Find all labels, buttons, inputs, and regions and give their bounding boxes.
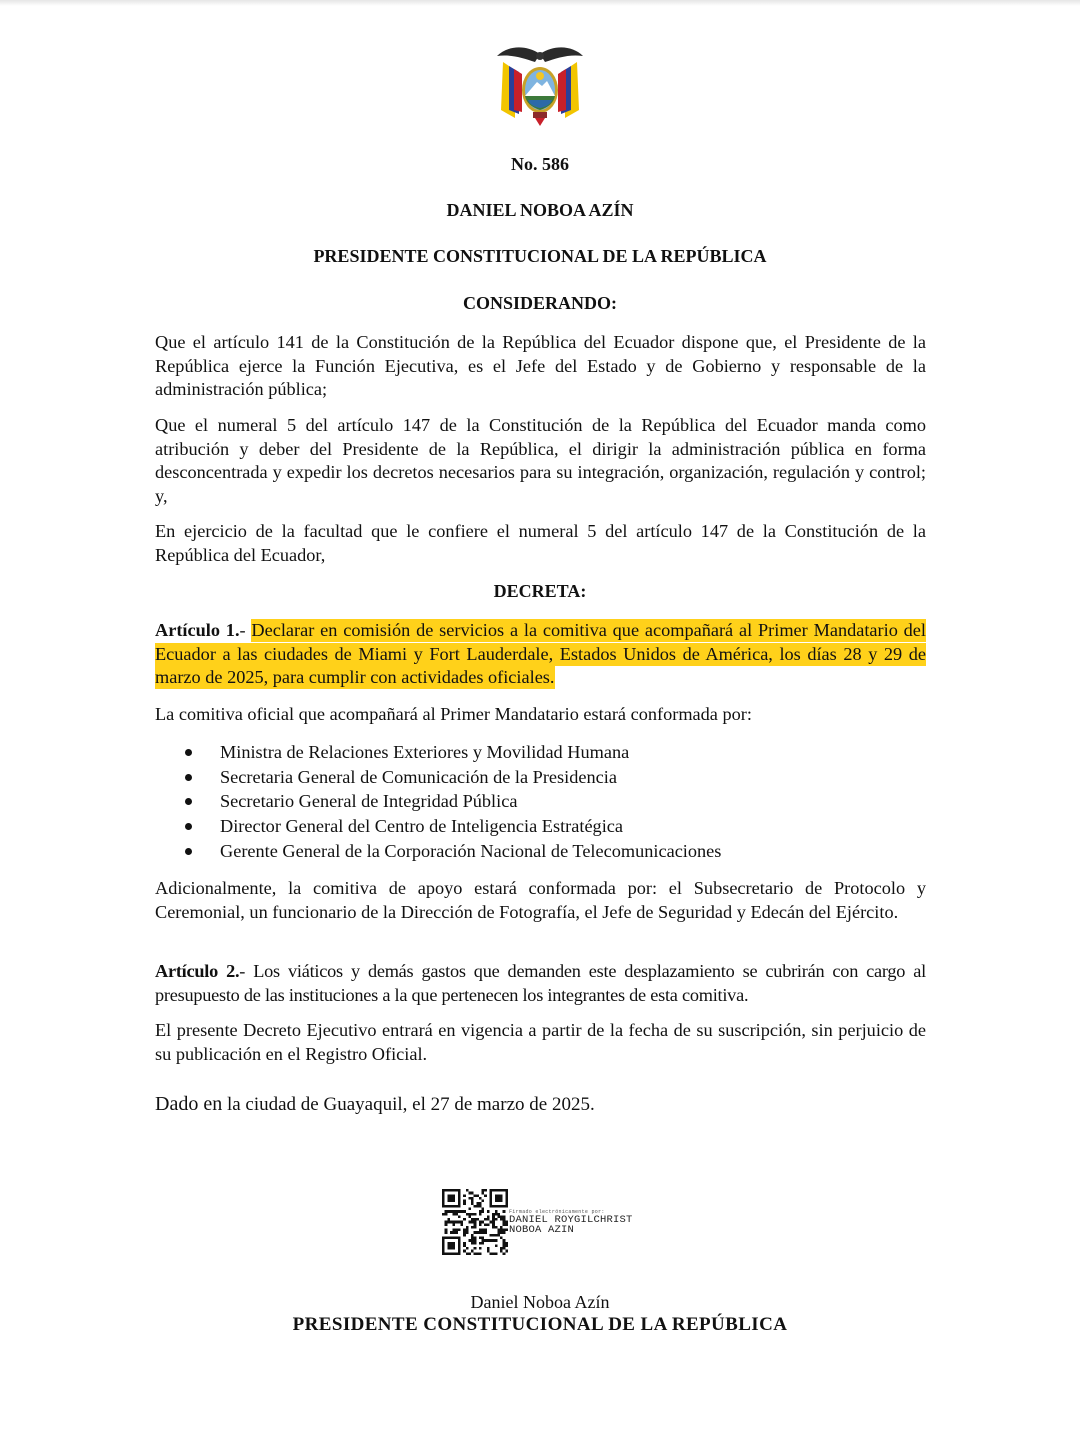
qr-module — [487, 1250, 490, 1253]
qr-module — [447, 1210, 450, 1213]
qr-module — [497, 1234, 500, 1237]
qr-module — [503, 1231, 506, 1234]
qr-module — [484, 1231, 487, 1234]
qr-module — [463, 1244, 466, 1247]
qr-module — [471, 1234, 474, 1237]
qr-module — [471, 1213, 474, 1216]
qr-module — [492, 1218, 495, 1221]
dado-lead: Dado en — [155, 1093, 223, 1115]
qr-module — [474, 1247, 477, 1250]
qr-module — [471, 1202, 474, 1205]
qr-module — [492, 1234, 495, 1237]
qr-module — [476, 1231, 479, 1234]
qr-module — [487, 1210, 490, 1213]
qr-module — [445, 1223, 448, 1226]
top-shadow — [0, 0, 1080, 6]
bullet-icon — [185, 798, 192, 805]
qr-module — [490, 1239, 493, 1242]
qr-module — [460, 1210, 463, 1213]
qr-module — [474, 1221, 477, 1224]
qr-module — [474, 1242, 477, 1245]
qr-module — [487, 1215, 490, 1218]
qr-module — [455, 1210, 458, 1213]
bullet-icon — [185, 823, 192, 830]
list-item — [155, 839, 926, 864]
consideration-paragraph: Que el artículo 141 de la Constitución de la República del Ecuador dispone que, el Presidente de la República ejerce la Función Ejecutiva, es el Jefe del Estado y de Gobierno y responsable de la administración pública; — [155, 332, 926, 399]
qr-module — [492, 1239, 495, 1242]
qr-module — [450, 1221, 453, 1224]
qr-module — [463, 1250, 466, 1253]
qr-module — [474, 1218, 477, 1221]
qr-module — [479, 1221, 482, 1224]
qr-module — [468, 1215, 471, 1218]
qr-module — [460, 1221, 463, 1224]
bullet-icon — [185, 749, 192, 756]
qr-module — [505, 1229, 508, 1232]
qr-module — [505, 1223, 508, 1226]
qr-module — [482, 1221, 485, 1224]
qr-module — [482, 1189, 485, 1192]
qr-module — [479, 1247, 482, 1250]
qr-module — [505, 1244, 508, 1247]
qr-module — [458, 1210, 461, 1213]
qr-module — [463, 1200, 466, 1203]
qr-module — [503, 1247, 506, 1250]
delegation-intro: La comitiva oficial que acompañará al Primer Mandatario estará conformada por: — [155, 704, 752, 724]
list-item-text: Ministra de Relaciones Exteriores y Movilidad Humana — [220, 742, 630, 762]
qr-module — [479, 1210, 482, 1213]
qr-module — [500, 1247, 503, 1250]
vigencia-paragraph: El presente Decreto Ejecutivo entrará en vigencia a partir de la fecha de su suscripción, sin perjuicio de su publicación en el Registro Oficial. — [155, 1020, 926, 1064]
qr-module — [453, 1223, 456, 1226]
qr-module — [474, 1231, 477, 1234]
signature-name-line2: NOBOA AZIN — [509, 1224, 575, 1236]
qr-module — [466, 1189, 469, 1192]
signer-title: PRESIDENTE CONSTITUCIONAL DE LA REPÚBLICA — [292, 1314, 788, 1335]
qr-module — [468, 1207, 471, 1210]
qr-module — [445, 1221, 448, 1224]
qr-module — [495, 1213, 498, 1216]
president-name-heading: DANIEL NOBOA AZÍN — [446, 200, 634, 220]
qr-module — [503, 1210, 506, 1213]
qr-module — [474, 1252, 477, 1255]
qr-module — [476, 1252, 479, 1255]
list-item-text: Secretaria General de Comunicación de la Presidencia — [220, 766, 617, 787]
qr-module — [447, 1242, 455, 1250]
qr-module — [482, 1231, 485, 1234]
qr-module — [500, 1250, 503, 1253]
article-2-label: Artículo 2. — [155, 961, 240, 981]
fasces — [533, 112, 547, 118]
qr-module — [484, 1218, 487, 1221]
qr-module — [484, 1194, 487, 1197]
qr-module — [490, 1252, 493, 1255]
qr-module — [495, 1194, 503, 1202]
qr-module — [463, 1218, 466, 1221]
qr-module — [471, 1218, 474, 1221]
qr-module — [492, 1252, 495, 1255]
bullet-icon — [185, 774, 192, 781]
qr-module — [455, 1213, 458, 1216]
qr-module — [476, 1202, 479, 1205]
qr-module — [447, 1218, 450, 1221]
qr-module — [476, 1205, 479, 1208]
article-1-separator: - — [239, 620, 252, 640]
qr-module — [503, 1218, 506, 1221]
article-2-text: - Los viáticos y demás gastos que demanden este desplazamiento se cubrirán con cargo al presupuesto de las instituciones a la que pertenecen los integrantes de esta comitiva. — [155, 961, 926, 1005]
condor-wing-right — [540, 47, 583, 62]
qr-module — [482, 1210, 485, 1213]
qr-module — [466, 1229, 469, 1232]
qr-module — [492, 1223, 495, 1226]
qr-module — [500, 1229, 503, 1232]
qr-module — [447, 1221, 450, 1224]
qr-module — [453, 1229, 456, 1232]
qr-module — [474, 1239, 477, 1242]
qr-module — [466, 1247, 469, 1250]
signature-caption: Firmado electrónicamente por: — [509, 1209, 605, 1215]
qr-module — [503, 1244, 506, 1247]
list-item — [155, 789, 926, 814]
qr-module — [471, 1237, 474, 1240]
article-1-highlighted-text: Declarar en comisión de servicios a la comitiva que acompañará al Primer Mandatario del Ecuador a las ciudades de Miami y Fort Lauderdale, Estados Unidos de América, los días 28 y 29 de marzo de 2025, para cumplir con actividades oficiales. — [155, 620, 926, 687]
qr-module — [471, 1226, 474, 1229]
coat-of-arms-icon — [495, 40, 585, 130]
qr-module — [479, 1252, 482, 1255]
qr-module — [466, 1252, 469, 1255]
qr-module — [482, 1237, 485, 1240]
bullet-icon — [185, 848, 192, 855]
delegation-list — [155, 740, 926, 864]
qr-module — [479, 1213, 482, 1216]
qr-module — [445, 1229, 448, 1232]
qr-module — [500, 1215, 503, 1218]
list-item-text: Director General del Centro de Inteligencia Estratégica — [220, 816, 624, 837]
list-item — [155, 740, 926, 765]
qr-module — [445, 1210, 448, 1213]
qr-module — [474, 1223, 477, 1226]
dado-paragraph — [155, 1093, 926, 1117]
qr-module — [495, 1252, 498, 1255]
decree-number: No. 586 — [511, 154, 569, 174]
list-item — [155, 765, 926, 790]
qr-module — [503, 1229, 506, 1232]
qr-code-icon — [442, 1189, 508, 1255]
qr-module — [500, 1231, 503, 1234]
qr-module — [482, 1207, 485, 1210]
qr-module — [505, 1242, 508, 1245]
qr-module — [468, 1221, 471, 1224]
flag-right-red — [558, 69, 566, 112]
qr-module — [450, 1210, 453, 1213]
qr-module — [474, 1205, 477, 1208]
qr-module — [442, 1213, 445, 1216]
qr-module — [487, 1223, 490, 1226]
qr-module — [503, 1221, 506, 1224]
qr-module — [466, 1226, 469, 1229]
qr-module — [458, 1221, 461, 1224]
qr-module — [471, 1221, 474, 1224]
signature-name-line1: DANIEL ROYGILCHRIST — [509, 1214, 633, 1226]
qr-module — [500, 1237, 503, 1240]
qr-module — [474, 1213, 477, 1216]
qr-module — [484, 1189, 487, 1192]
qr-module — [484, 1223, 487, 1226]
qr-module — [460, 1223, 463, 1226]
qr-module — [482, 1200, 485, 1203]
qr-module — [447, 1194, 455, 1202]
qr-module — [471, 1250, 474, 1253]
qr-module — [495, 1218, 498, 1221]
list-item — [155, 814, 926, 839]
decreta-heading: DECRETA: — [493, 581, 587, 601]
qr-module — [492, 1215, 495, 1218]
condor-wing-left — [497, 47, 540, 62]
qr-module — [471, 1192, 474, 1195]
qr-module — [453, 1231, 456, 1234]
qr-module — [463, 1231, 466, 1234]
qr-module — [497, 1215, 500, 1218]
qr-module — [482, 1242, 485, 1245]
qr-module — [479, 1242, 482, 1245]
qr-module — [500, 1226, 503, 1229]
flag-left-red — [514, 69, 522, 112]
considerando-heading: CONSIDERANDO: — [462, 293, 617, 313]
qr-module — [497, 1229, 500, 1232]
qr-module — [505, 1250, 508, 1253]
list-item-text: Gerente General de la Corporación Nacional de Telecomunicaciones — [220, 840, 722, 861]
qr-module — [503, 1239, 506, 1242]
qr-module — [479, 1231, 482, 1234]
qr-module — [492, 1226, 495, 1229]
qr-module — [490, 1221, 493, 1224]
qr-module — [474, 1226, 477, 1229]
article-1 — [155, 619, 926, 690]
qr-module — [503, 1242, 506, 1245]
qr-module — [468, 1213, 471, 1216]
qr-module — [490, 1234, 493, 1237]
qr-module — [471, 1239, 474, 1242]
qr-module — [474, 1237, 477, 1240]
qr-module — [453, 1221, 456, 1224]
consideration-paragraph: Que el numeral 5 del artículo 147 de la Constitución de la República del Ecuador manda como atribución y deber del Presidente de la República, el dirigir la administración pública en forma desconcentrada y expedir los decretos necesarios para su integración, organización, regulación y control; y, — [155, 415, 926, 506]
article-2 — [155, 960, 926, 1007]
qr-module — [487, 1218, 490, 1221]
president-title-heading: PRESIDENTE CONSTITUCIONAL DE LA REPÚBLICA — [313, 246, 767, 266]
qr-module — [479, 1205, 482, 1208]
qr-module — [455, 1221, 458, 1224]
qr-module — [479, 1223, 482, 1226]
qr-module — [463, 1229, 466, 1232]
qr-module — [471, 1242, 474, 1245]
qr-module — [479, 1237, 482, 1240]
support-delegation-paragraph: Adicionalmente, la comitiva de apoyo estará conformada por: el Subsecretario de Protocolo y Ceremonial, un funcionario de la Dirección de Fotografía, el Jefe de Seguridad y Edecán del Ejército. — [155, 878, 926, 922]
list-item-text: Secretario General de Integridad Pública — [220, 791, 518, 812]
qr-module — [495, 1210, 498, 1213]
qr-module — [497, 1231, 500, 1234]
qr-module — [487, 1239, 490, 1242]
qr-module — [476, 1194, 479, 1197]
qr-module — [463, 1234, 466, 1237]
condor-head — [536, 52, 544, 60]
qr-module — [495, 1226, 498, 1229]
qr-module — [484, 1239, 487, 1242]
qr-module — [495, 1239, 498, 1242]
dado-rest: la ciudad de Guayaquil, el 27 de marzo de 2025. — [222, 1094, 595, 1115]
qr-module — [482, 1229, 485, 1232]
qr-module — [471, 1200, 474, 1203]
qr-module — [466, 1213, 469, 1216]
qr-module — [468, 1192, 471, 1195]
signer-name: Daniel Noboa Azín — [470, 1292, 610, 1312]
qr-module — [492, 1213, 495, 1216]
qr-module — [476, 1218, 479, 1221]
qr-module — [450, 1231, 453, 1234]
qr-module — [455, 1229, 458, 1232]
qr-module — [505, 1221, 508, 1224]
qr-module — [479, 1202, 482, 1205]
qr-module — [500, 1218, 503, 1221]
qr-module — [484, 1229, 487, 1232]
qr-module — [487, 1247, 490, 1250]
qr-module — [495, 1244, 498, 1247]
article-1-label: Artículo 1. — [155, 620, 240, 640]
qr-module — [453, 1213, 456, 1216]
qr-module — [466, 1231, 469, 1234]
qr-module — [474, 1194, 477, 1197]
qr-module — [497, 1213, 500, 1216]
qr-module — [503, 1215, 506, 1218]
qr-module — [463, 1242, 466, 1245]
qr-module — [468, 1197, 471, 1200]
qr-module — [463, 1202, 466, 1205]
qr-module — [445, 1231, 448, 1234]
shield-sun — [536, 72, 544, 80]
qr-module — [503, 1252, 506, 1255]
qr-module — [453, 1210, 456, 1213]
qr-module — [479, 1229, 482, 1232]
base-ribbon — [535, 118, 545, 126]
consideration-paragraph: En ejercicio de la facultad que le confiere el numeral 5 del artículo 147 de la Constitución de la República del Ecuador, — [155, 521, 926, 565]
electronic-signature — [509, 1209, 633, 1235]
qr-module — [463, 1194, 466, 1197]
qr-module — [468, 1252, 471, 1255]
qr-module — [495, 1234, 498, 1237]
qr-module — [455, 1231, 458, 1234]
qr-module — [492, 1221, 495, 1224]
qr-module — [463, 1210, 466, 1213]
qr-module — [445, 1213, 448, 1216]
qr-module — [468, 1239, 471, 1242]
qr-module — [479, 1197, 482, 1200]
qr-module — [471, 1197, 474, 1200]
qr-module — [503, 1223, 506, 1226]
qr-module — [482, 1192, 485, 1195]
qr-module — [482, 1239, 485, 1242]
qr-module — [458, 1229, 461, 1232]
qr-module — [458, 1215, 461, 1218]
